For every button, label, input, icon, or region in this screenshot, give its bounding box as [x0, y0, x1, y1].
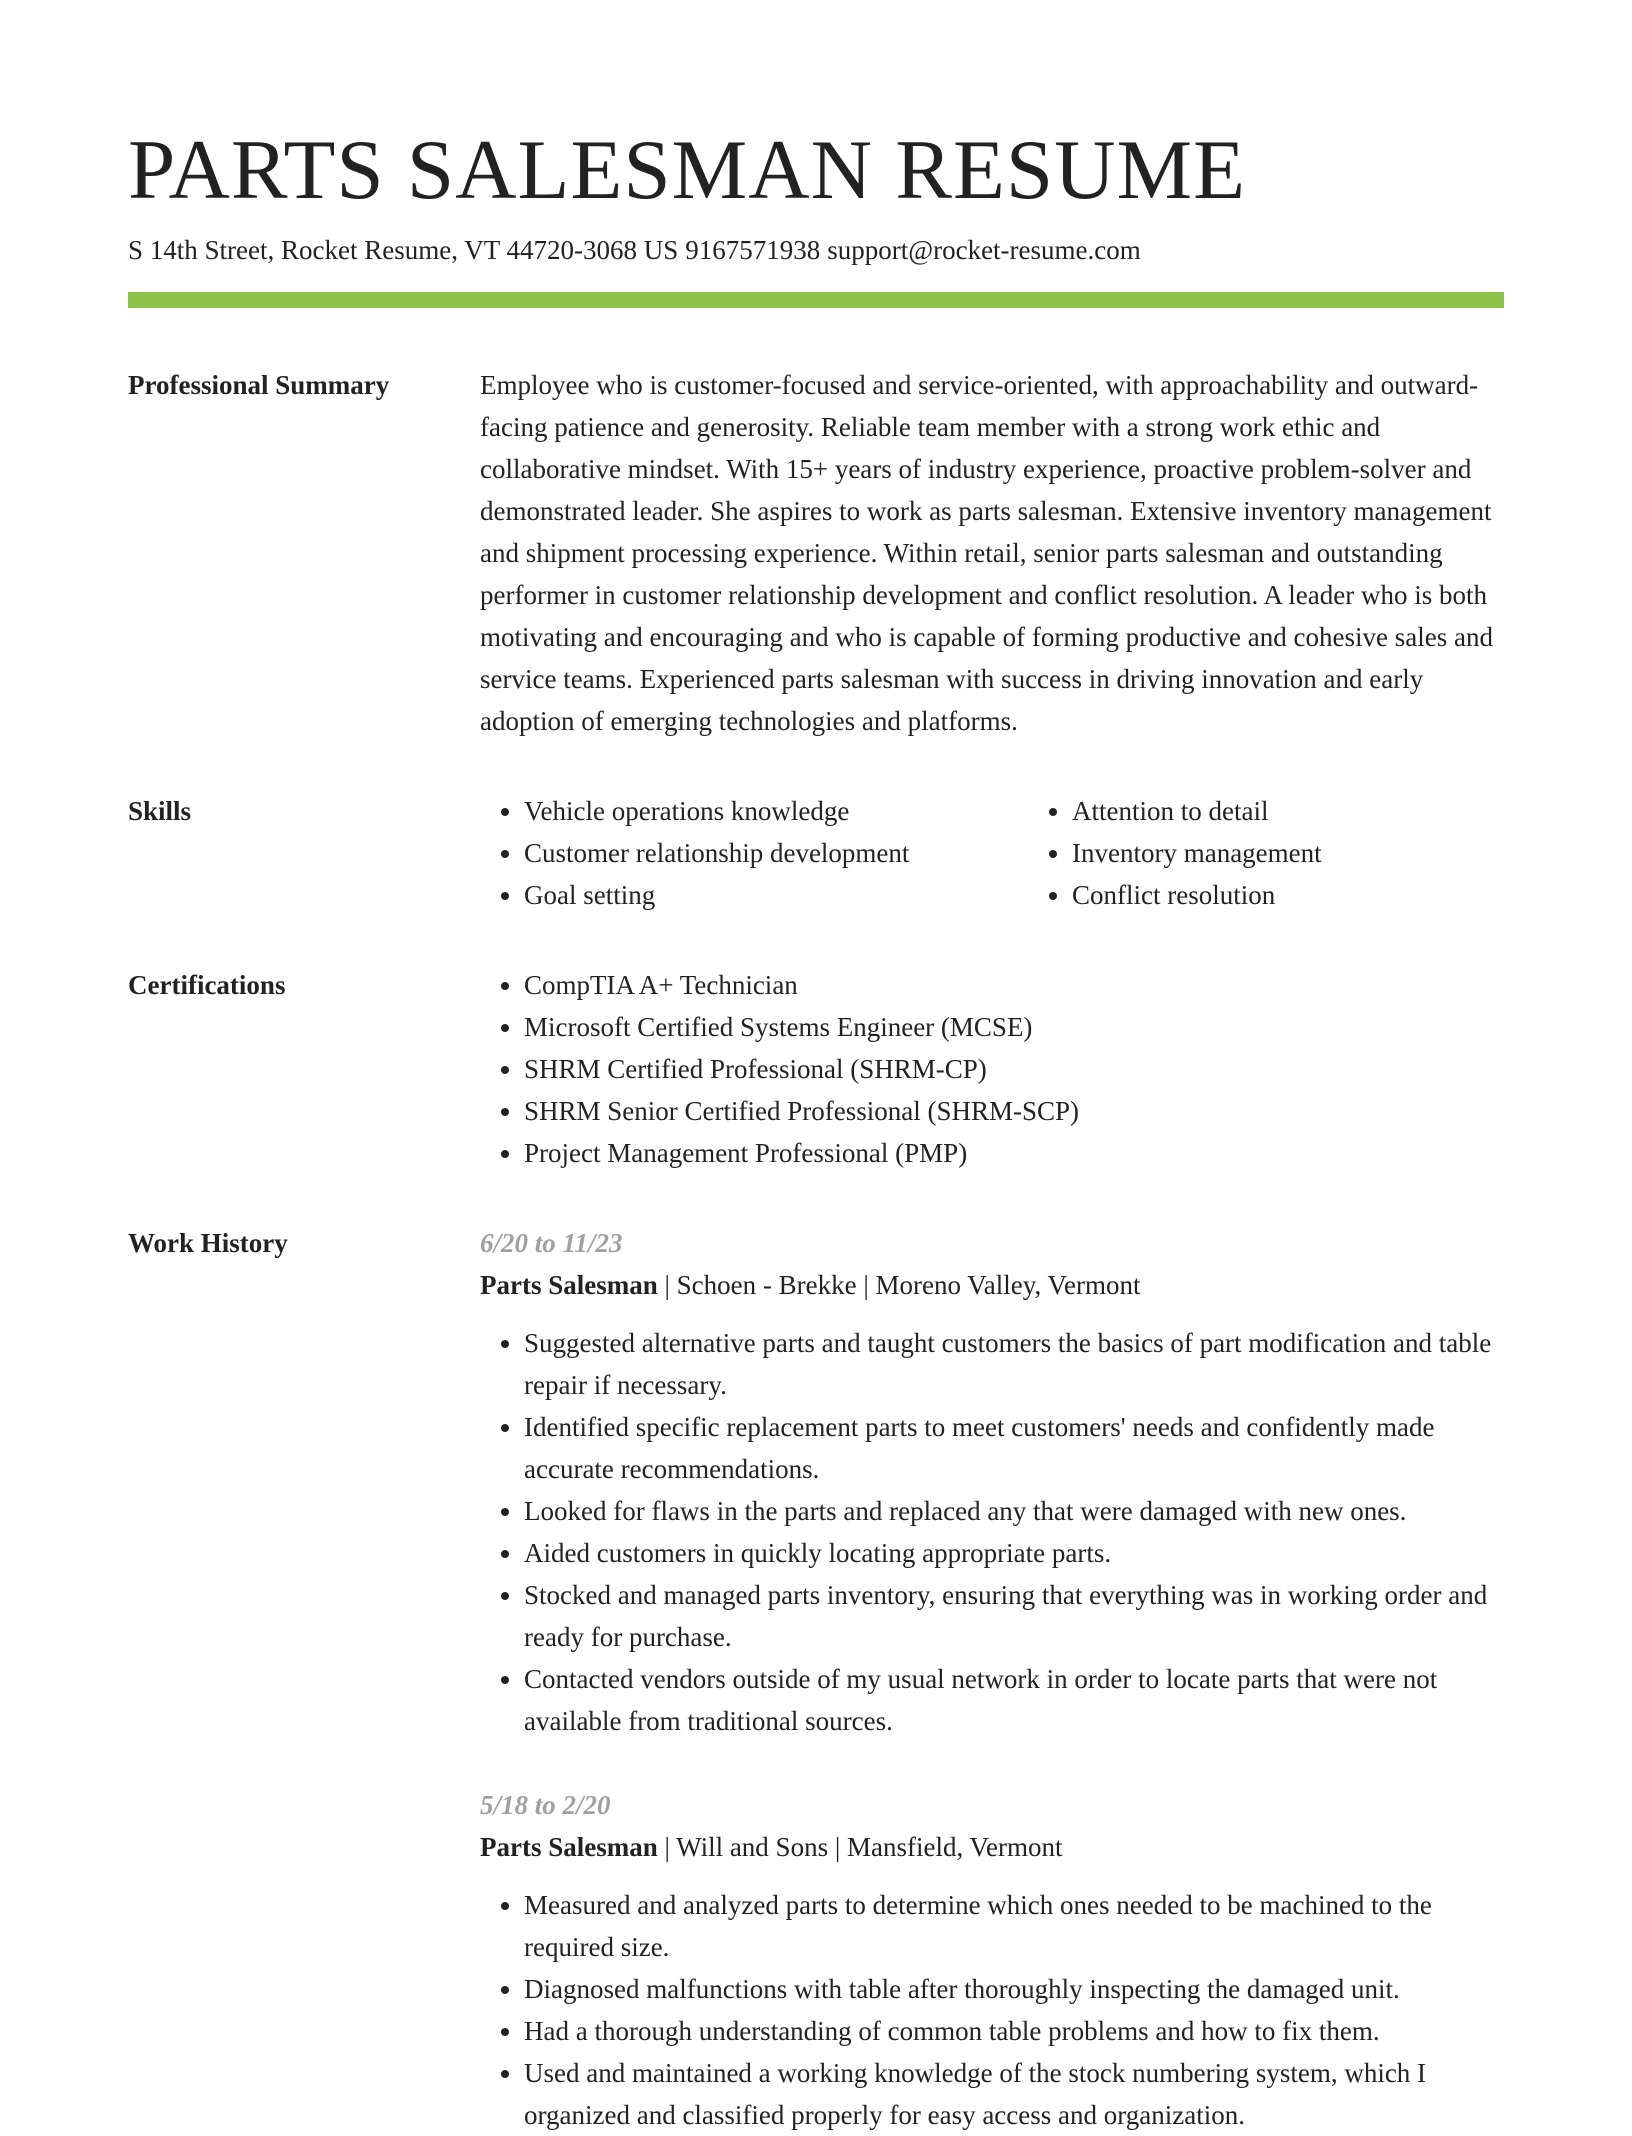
certification-item: • CompTIA A+ Technician — [524, 964, 1504, 1006]
certification-item: • SHRM Senior Certified Professional (SHRM-SCP) — [524, 1090, 1504, 1132]
contact-email[interactable]: support@rocket-resume.com — [827, 235, 1141, 265]
job-title-line — [480, 1826, 1504, 1868]
section-label-summary: Professional Summary — [128, 370, 390, 400]
section-skills — [128, 790, 1504, 916]
section-label-work-history: Work History — [128, 1228, 288, 1258]
skill-item: • Vehicle operations knowledge — [524, 790, 1028, 832]
skill-item: • Attention to detail — [1072, 790, 1504, 832]
skills-list-left — [480, 790, 1028, 916]
certification-item: • SHRM Certified Professional (SHRM-CP) — [524, 1048, 1504, 1090]
work-history-body — [480, 1222, 1504, 2136]
certifications-body — [480, 964, 1504, 1174]
resume-title: PARTS SALESMAN RESUME — [128, 123, 1247, 217]
skills-body — [480, 790, 1504, 916]
summary-text: Employee who is customer-focused and service-oriented, with approachability and outward-facing patience and generosity. Reliable team member with a strong work ethic and collaborative mindset. With 15+ years of industry experience, proactive problem-solver and demonstrated leader. She aspires to work as parts salesman. Extensive inventory management and shipment processing experience. Within retail, senior parts salesman and outstanding performer in customer relationship development and conflict resolution. A leader who is both motivating and encouraging and who is capable of forming productive and cohesive sales and service teams. Experienced parts salesman with success in driving innovation and early adoption of emerging technologies and platforms. — [480, 370, 1493, 736]
section-summary — [128, 364, 1504, 742]
job-dates: 5/18 to 2/20 — [480, 1790, 611, 1820]
skill-item: • Goal setting — [524, 874, 1028, 916]
certification-item: • Project Management Professional (PMP) — [524, 1132, 1504, 1174]
job-title: Parts Salesman — [480, 1832, 658, 1862]
header-divider — [128, 292, 1504, 308]
job-details: | Schoen - Brekke | Moreno Valley, Vermont — [657, 1270, 1141, 1300]
job-bullets — [480, 1884, 1504, 2136]
job-bullet: • Looked for flaws in the parts and replaced any that were damaged with new ones. — [524, 1490, 1504, 1532]
job-title-line — [480, 1264, 1504, 1306]
certifications-list — [480, 964, 1504, 1174]
skill-item: • Customer relationship development — [524, 832, 1028, 874]
certification-item: • Microsoft Certified Systems Engineer (MCSE) — [524, 1006, 1504, 1048]
skill-item: • Conflict resolution — [1072, 874, 1504, 916]
job-bullet: • Diagnosed malfunctions with table after thoroughly inspecting the damaged unit. — [524, 1968, 1504, 2010]
section-certifications — [128, 964, 1504, 1174]
skills-list-right — [1028, 790, 1504, 916]
skills-grid — [480, 790, 1504, 916]
section-label-skills: Skills — [128, 796, 192, 826]
section-work-history — [128, 1222, 1504, 2136]
contact-line — [128, 232, 1504, 268]
job-bullet: • Stocked and managed parts inventory, ensuring that everything was in working order and ready for purchase. — [524, 1574, 1504, 1658]
contact-address: S 14th Street, Rocket Resume, VT 44720-3068 US — [128, 235, 679, 265]
job-entry — [480, 1222, 1504, 1742]
job-bullet: • Used and maintained a working knowledge of the stock numbering system, which I organized and classified properly for easy access and organization. — [524, 2052, 1504, 2136]
job-bullet: • Aided customers in quickly locating appropriate parts. — [524, 1532, 1504, 1574]
job-dates: 6/20 to 11/23 — [480, 1228, 623, 1258]
skill-item: • Inventory management — [1072, 832, 1504, 874]
job-details: | Will and Sons | Mansfield, Vermont — [657, 1832, 1063, 1862]
job-entry — [480, 1784, 1504, 2136]
job-bullet: • Contacted vendors outside of my usual network in order to locate parts that were not available from traditional sources. — [524, 1658, 1504, 1742]
job-bullet: • Measured and analyzed parts to determine which ones needed to be machined to the required size. — [524, 1884, 1504, 1968]
resume-page — [128, 120, 1504, 2136]
contact-phone: 9167571938 — [685, 235, 821, 265]
job-bullet: • Identified specific replacement parts to meet customers' needs and confidently made accurate recommendations. — [524, 1406, 1504, 1490]
job-bullet: • Suggested alternative parts and taught customers the basics of part modification and table repair if necessary. — [524, 1322, 1504, 1406]
job-bullet: • Had a thorough understanding of common table problems and how to fix them. — [524, 2010, 1504, 2052]
section-label-certifications: Certifications — [128, 970, 286, 1000]
job-bullets — [480, 1322, 1504, 1742]
job-title: Parts Salesman — [480, 1270, 658, 1300]
